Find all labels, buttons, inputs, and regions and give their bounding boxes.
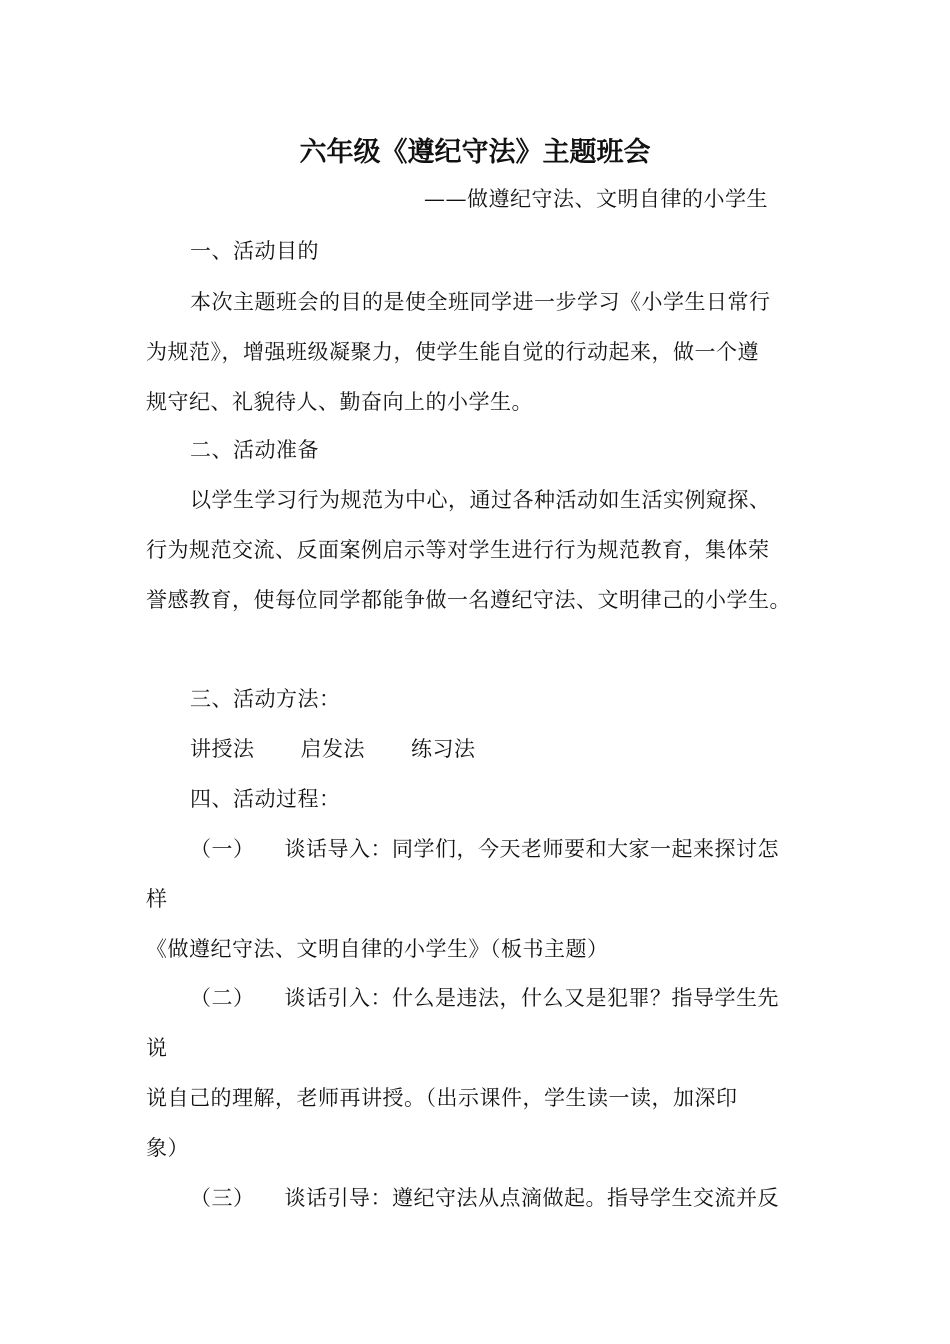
- method-item: 讲授法: [190, 737, 255, 761]
- step-number: （三）: [190, 1186, 255, 1210]
- paragraph-line: 以学生学习行为规范为中心，通过各种活动如生活实例窥探、: [190, 488, 771, 512]
- paragraph-line: 誉感教育，使每位同学都能争做一名遵纪守法、文明律己的小学生。: [146, 588, 791, 612]
- document-title: 六年级《遵纪守法》主题班会: [299, 137, 651, 168]
- step-number: （一）: [190, 837, 255, 861]
- step-line: [190, 836, 779, 862]
- step-number: （二）: [190, 986, 255, 1010]
- paragraph-line: 说: [146, 1036, 168, 1060]
- paragraph-line: 行为规范交流、反面案例启示等对学生进行行为规范教育，集体荣: [146, 538, 770, 562]
- step-line: [190, 985, 779, 1011]
- paragraph-line: 本次主题班会的目的是使全班同学进一步学习《小学生日常行: [190, 290, 771, 314]
- section-heading-preparation: 二、活动准备: [190, 438, 319, 462]
- paragraph-line: 为规范》，增强班级凝聚力，使学生能自觉的行动起来，做一个遵: [146, 340, 759, 364]
- step-text: 谈话导入：同学们，今天老师要和大家一起来探讨怎: [284, 837, 779, 861]
- paragraph-line: 《做遵纪守法、文明自律的小学生》（板书主题）: [146, 937, 609, 961]
- method-item: 练习法: [411, 737, 476, 761]
- step-text: 谈话引入：什么是违法，什么又是犯罪？指导学生先: [284, 986, 779, 1010]
- paragraph-line: 象）: [146, 1136, 189, 1160]
- paragraph-line: 说自己的理解，老师再讲授。（出示课件，学生读一读，加深印: [146, 1086, 738, 1110]
- document-subtitle: ——做遵纪守法、文明自律的小学生: [424, 187, 768, 211]
- section-heading-process: 四、活动过程：: [190, 787, 341, 811]
- step-text: 谈话引导：遵纪守法从点滴做起。指导学生交流并反: [284, 1186, 779, 1210]
- method-item: 启发法: [300, 737, 365, 761]
- section-heading-purpose: 一、活动目的: [190, 239, 319, 263]
- methods-row: [190, 736, 476, 762]
- step-line: [190, 1185, 779, 1211]
- section-heading-methods: 三、活动方法：: [190, 687, 341, 711]
- paragraph-line: 规守纪、礼貌待人、勤奋向上的小学生。: [146, 390, 533, 414]
- paragraph-line: 样: [146, 887, 168, 911]
